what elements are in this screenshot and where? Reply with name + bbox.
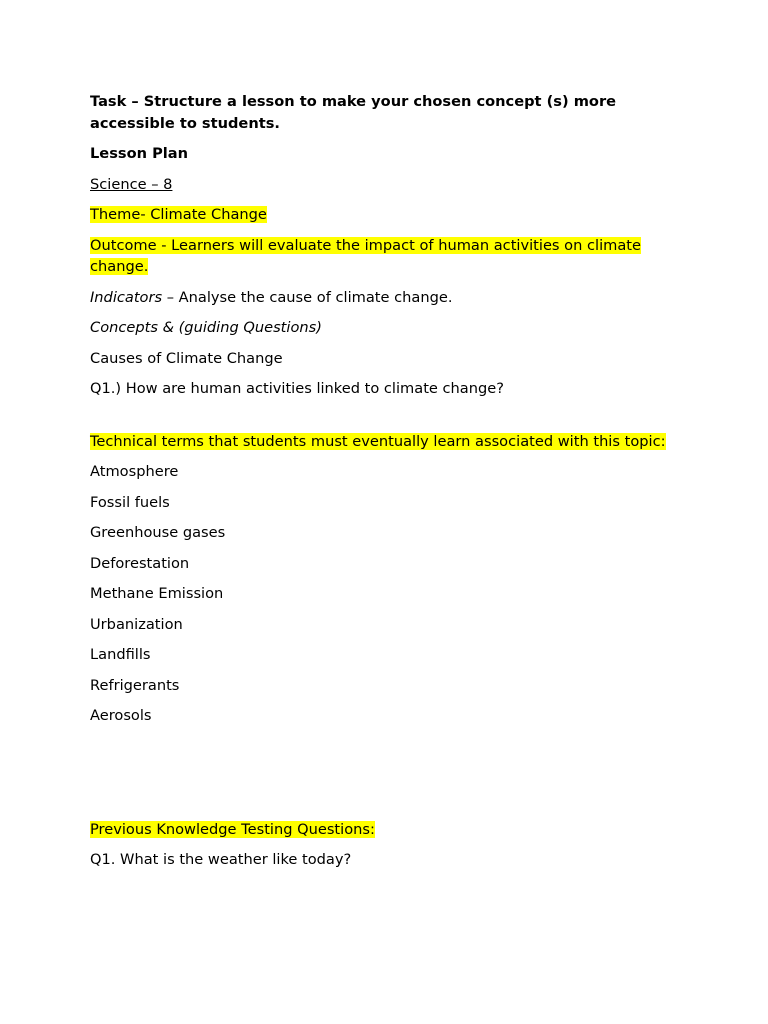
previous-knowledge-question-1: Q1. What is the weather like today? <box>90 851 352 868</box>
subject-text: Science – 8 <box>90 175 173 193</box>
document-page <box>90 91 670 880</box>
term-item: Urbanization <box>90 615 183 633</box>
technical-terms-heading: Technical terms that students must eventually learn associated with this topic: <box>90 432 666 450</box>
term-item: Aerosols <box>90 707 152 724</box>
indicators-label: Indicators <box>90 288 163 306</box>
term-item: Greenhouse gases <box>90 524 226 541</box>
outcome-line <box>90 235 670 278</box>
previous-knowledge-line <box>90 819 670 841</box>
guiding-question-1: Q1.) How are human activities linked to climate change? <box>90 380 504 397</box>
indicators-text: – Analyse the cause of climate change. <box>162 288 453 306</box>
task-heading: Task – Structure a lesson to make your chosen concept (s) more accessible to students. <box>90 93 617 132</box>
term-item: Fossil fuels <box>90 493 170 511</box>
indicators-line <box>90 287 670 309</box>
subject-line <box>90 174 670 196</box>
term-item: Methane Emission <box>90 585 224 602</box>
lesson-plan-heading: Lesson Plan <box>90 145 189 162</box>
technical-terms-line <box>90 431 670 453</box>
previous-knowledge-heading: Previous Knowledge Testing Questions: <box>90 820 375 838</box>
term-item: Landfills <box>90 646 151 663</box>
theme-line <box>90 204 670 226</box>
concepts-heading: Concepts & (guiding Questions) <box>90 319 322 336</box>
term-item: Atmosphere <box>90 463 179 480</box>
outcome-text: Outcome - Learners will evaluate the impact of human activities on climate change. <box>90 236 641 275</box>
term-item: Refrigerants <box>90 676 180 694</box>
term-item: Deforestation <box>90 554 190 572</box>
causes-line: Causes of Climate Change <box>90 349 283 367</box>
theme-text: Theme- Climate Change <box>90 206 267 223</box>
